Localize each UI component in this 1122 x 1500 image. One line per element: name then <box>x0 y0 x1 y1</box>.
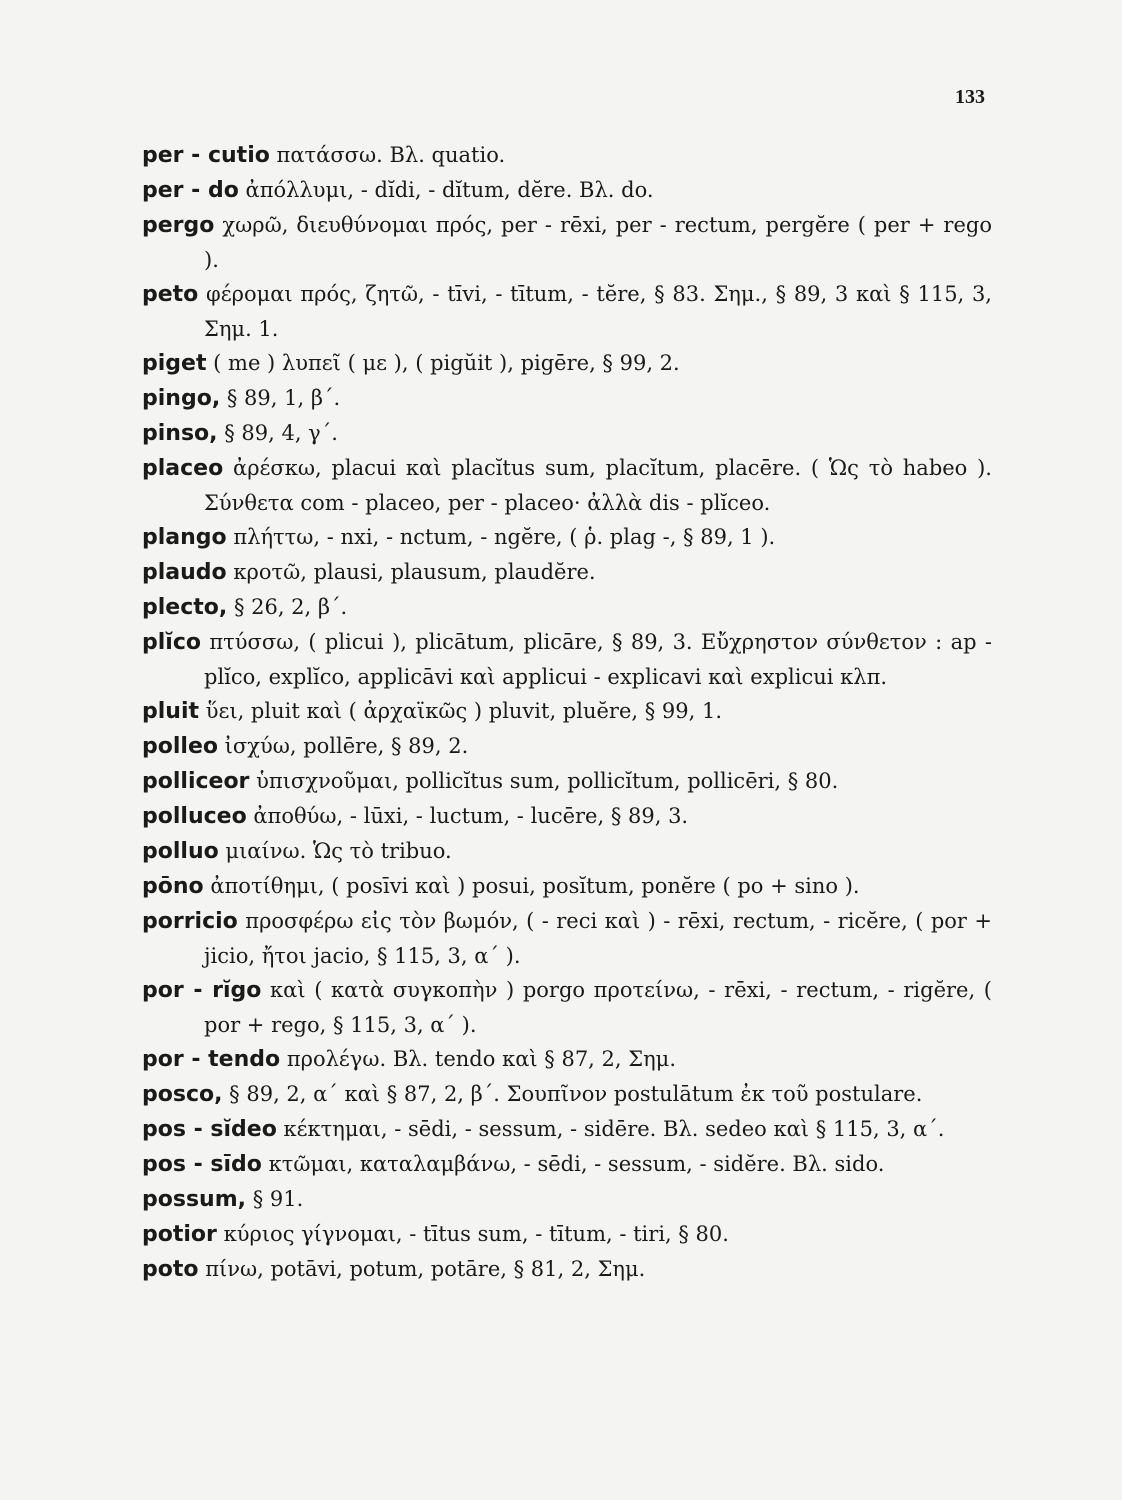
entry-headword: poto <box>142 1257 199 1282</box>
dictionary-entry <box>142 1147 992 1182</box>
entry-headword: pingo, <box>142 386 221 411</box>
entry-definition: ἰσχύω, pollēre, § 89, 2. <box>224 734 469 758</box>
entry-definition: μιαίνω. Ὡς τὸ tribuo. <box>225 839 452 863</box>
entry-definition: ἀρέσκω, placui καὶ placĭtus sum, placĭtum, placēre. ( Ὡς τὸ habeo ). Σύνθετα com - placeo, per - placeo· ἀλλὰ dis - plĭceo. <box>204 456 992 515</box>
entry-headword: pōno <box>142 874 204 899</box>
entry-headword: per - do <box>142 178 239 203</box>
entry-headword: pos - sĭdeo <box>142 1117 277 1142</box>
entry-definition: § 91. <box>252 1187 304 1211</box>
dictionary-entry <box>142 973 992 1042</box>
entry-definition: κέκτημαι, - sēdi, - sessum, - sidēre. Βλ. sedeo καὶ § 115, 3, α΄. <box>283 1117 945 1141</box>
dictionary-entry <box>142 694 992 729</box>
entry-definition: φέρομαι πρός, ζητῶ, - tīvi, - tītum, - tĕre, § 83. Σημ., § 89, 3 καὶ § 115, 3, Σημ. 1. <box>204 282 992 341</box>
entry-headword: polluo <box>142 839 219 864</box>
entry-definition: § 26, 2, β΄. <box>233 595 348 619</box>
dictionary-entry <box>142 834 992 869</box>
dictionary-entry <box>142 1182 992 1217</box>
dictionary-entry <box>142 590 992 625</box>
entry-headword: polliceor <box>142 769 250 794</box>
entry-definition: § 89, 1, β΄. <box>226 386 341 410</box>
entry-headword: peto <box>142 282 199 307</box>
dictionary-entry <box>142 381 992 416</box>
dictionary-entry <box>142 729 992 764</box>
dictionary-entry <box>142 277 992 346</box>
dictionary-entry <box>142 208 992 277</box>
dictionary-entry <box>142 1217 992 1252</box>
entry-headword: por - tendo <box>142 1047 281 1072</box>
entry-headword: plecto, <box>142 595 228 620</box>
dictionary-entry <box>142 173 992 208</box>
entry-headword: potior <box>142 1222 217 1247</box>
dictionary-entry <box>142 869 992 904</box>
entry-headword: placeo <box>142 456 224 481</box>
entry-definition: καὶ ( κατὰ συγκοπὴν ) porgo προτείνω, - rēxi, - rectum, - rigĕre, ( por + rego, § 115, 3, α΄ ). <box>204 978 993 1037</box>
dictionary-entry <box>142 799 992 834</box>
dictionary-entry <box>142 451 992 520</box>
dictionary-entry <box>142 520 992 555</box>
entry-definition: § 89, 2, α΄ καὶ § 87, 2, β΄. Σουπῖνον postulātum ἐκ τοῦ postulare. <box>229 1082 923 1106</box>
dictionary-entry <box>142 138 992 173</box>
entry-definition: πλήττω, - nxi, - nctum, - ngĕre, ( ῥ. plag -, § 89, 1 ). <box>233 525 776 549</box>
dictionary-entries <box>142 138 992 1287</box>
entry-headword: pos - sīdo <box>142 1152 262 1177</box>
entry-definition: πτύσσω, ( plicui ), plicātum, plicāre, § 89, 3. Εὔχρηστον σύνθετον : ap - plĭco, explĭco, applicāvi καὶ applicui - explicavi καὶ explicui κλπ. <box>204 630 992 689</box>
dictionary-entry <box>142 625 992 694</box>
entry-headword: piget <box>142 351 207 376</box>
entry-headword: pergo <box>142 213 215 238</box>
entry-definition: ἀποτίθημι, ( posīvi καὶ ) posui, posĭtum, ponĕre ( po + sino ). <box>210 874 860 898</box>
dictionary-entry <box>142 1112 992 1147</box>
entry-definition: ὑπισχνοῦμαι, pollicĭtus sum, pollicĭtum, pollicēri, § 80. <box>256 769 839 793</box>
entry-definition: ( me ) λυπεῖ ( με ), ( pigŭit ), pigēre, § 99, 2. <box>213 351 680 375</box>
entry-headword: plĭco <box>142 630 201 655</box>
entry-definition: χωρῶ, διευθύνομαι πρός, per - rēxi, per - rectum, pergĕre ( per + rego ). <box>204 213 992 272</box>
dictionary-entry <box>142 1077 992 1112</box>
entry-headword: posco, <box>142 1082 223 1107</box>
entry-definition: προλέγω. Βλ. tendo καὶ § 87, 2, Σημ. <box>286 1047 676 1071</box>
dictionary-entry <box>142 416 992 451</box>
entry-definition: ὕει, pluit καὶ ( ἀρχαϊκῶς ) pluvit, pluĕre, § 99, 1. <box>205 699 723 723</box>
entry-headword: possum, <box>142 1187 246 1212</box>
entry-definition: § 89, 4, γ΄. <box>224 421 338 445</box>
entry-definition: κύριος γίγνομαι, - tītus sum, - tītum, - tiri, § 80. <box>223 1222 729 1246</box>
entry-headword: porricio <box>142 909 238 934</box>
entry-definition: ἀπόλλυμι, - dĭdi, - dĭtum, dĕre. Βλ. do. <box>245 178 654 202</box>
entry-headword: polleo <box>142 734 218 759</box>
entry-definition: πίνω, potāvi, potum, potāre, § 81, 2, Σημ. <box>205 1257 646 1281</box>
entry-headword: pinso, <box>142 421 218 446</box>
dictionary-entry <box>142 346 992 381</box>
dictionary-entry <box>142 1252 992 1287</box>
dictionary-entry <box>142 1042 992 1077</box>
entry-definition: πατάσσω. Βλ. quatio. <box>276 143 506 167</box>
entry-headword: pluit <box>142 699 200 724</box>
entry-headword: plaudo <box>142 560 227 585</box>
entry-definition: προσφέρω εἰς τὸν βωμόν, ( - reci καὶ ) - rēxi, rectum, - ricĕre, ( por + jicio, ἤτοι jacio, § 115, 3, α΄ ). <box>204 909 992 968</box>
entry-headword: por - rĭgo <box>142 978 262 1003</box>
page-number: 133 <box>955 86 985 108</box>
entry-definition: κτῶμαι, καταλαμβάνω, - sēdi, - sessum, - sidĕre. Βλ. sido. <box>268 1152 885 1176</box>
entry-headword: plango <box>142 525 227 550</box>
entry-definition: ἀποθύω, - lūxi, - luctum, - lucēre, § 89, 3. <box>253 804 689 828</box>
entry-headword: per - cutio <box>142 143 270 168</box>
dictionary-entry <box>142 904 992 973</box>
entry-headword: polluceo <box>142 804 247 829</box>
dictionary-entry <box>142 764 992 799</box>
dictionary-entry <box>142 555 992 590</box>
entry-definition: κροτῶ, plausi, plausum, plaudĕre. <box>233 560 596 584</box>
